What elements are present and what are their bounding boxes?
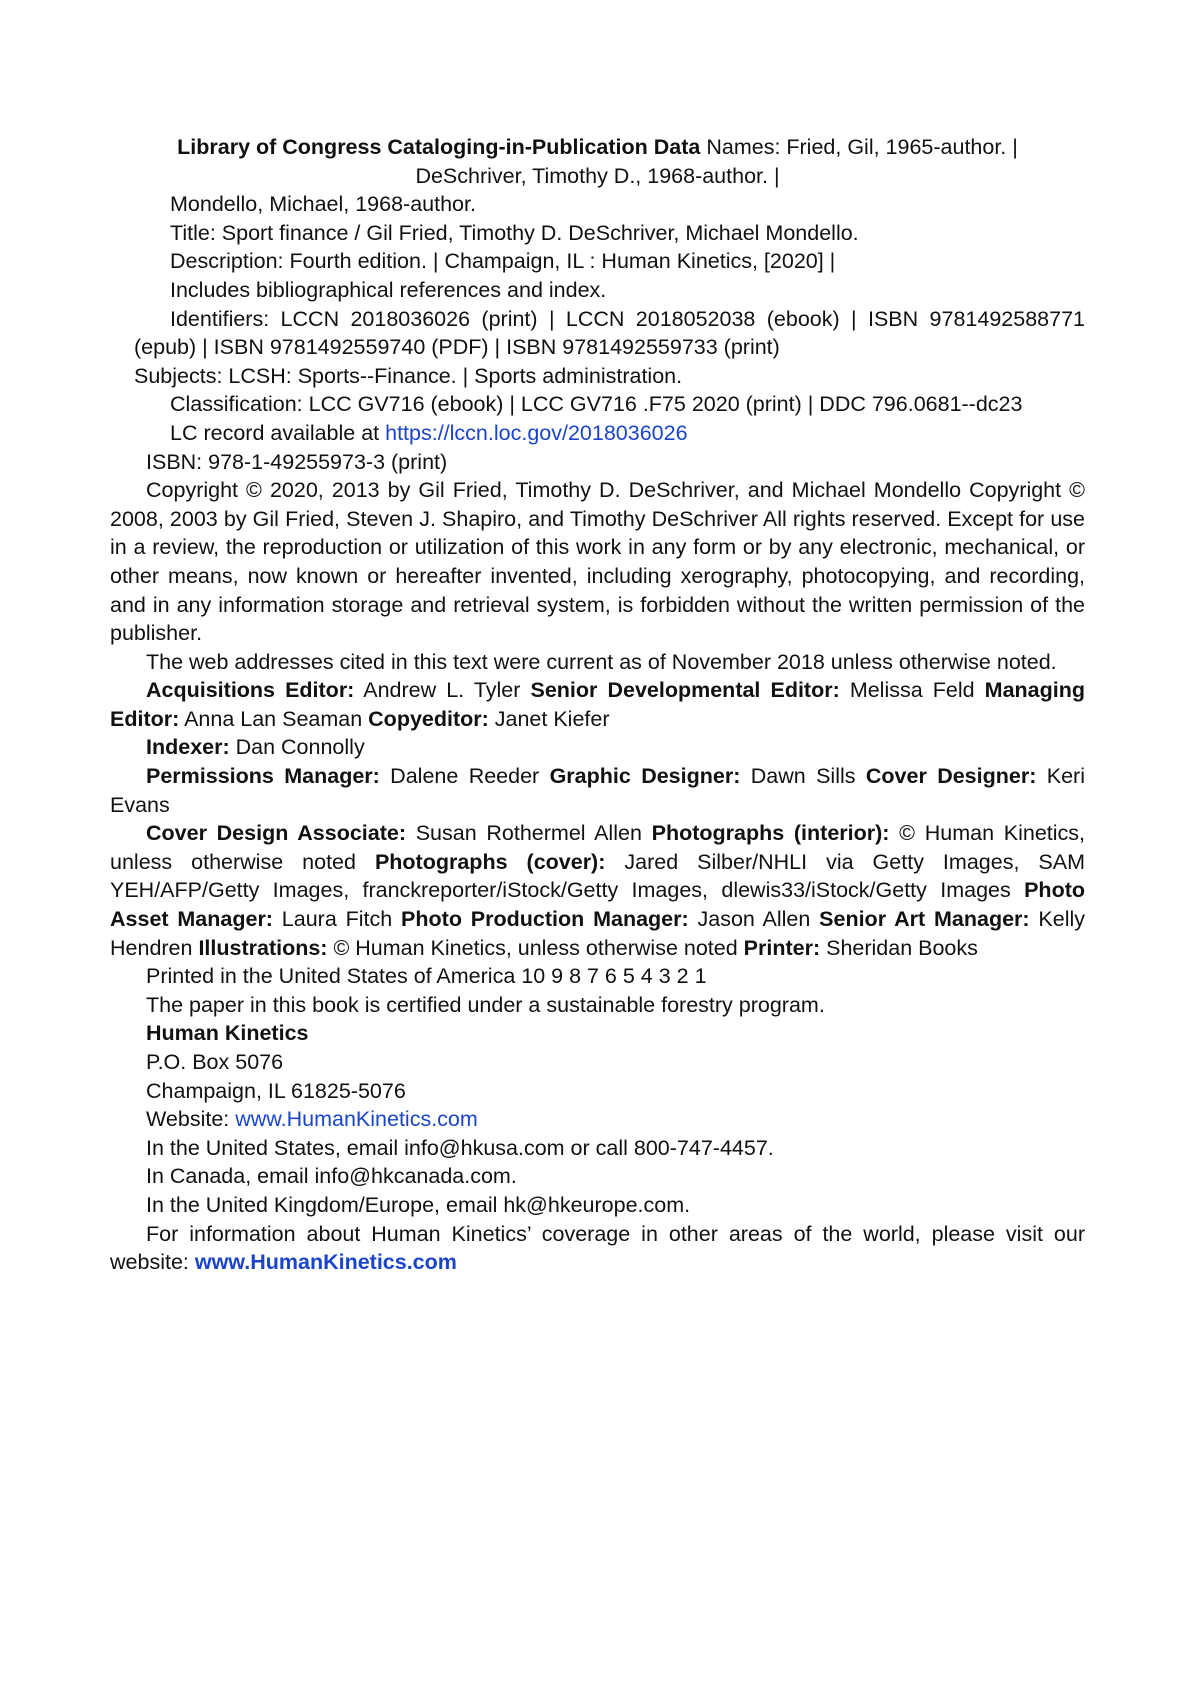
credits-photo [110,819,1085,962]
publisher-name [110,1019,1085,1048]
managing-editor: Anna Lan Seaman [179,706,369,731]
isbn: ISBN: 978-1-49255973-3 (print) [146,449,448,474]
graphic-designer-label: Graphic Designer: [549,764,741,789]
contact-uk: In the United Kingdom/Europe, email hk@hkeurope.com. [146,1192,691,1217]
credits-editors [110,676,1085,733]
website-link[interactable]: www.HumanKinetics.com [235,1107,478,1132]
permissions-manager-label: Permissions Manager: [146,764,380,789]
photo-asset-manager-label: Photo Asset Manager: [110,878,1085,932]
world-website-link[interactable]: www.HumanKinetics.com [194,1250,457,1275]
contact-us: In the United States, email info@hkusa.com or call 800-747-4457. [146,1135,774,1160]
lc-record-link[interactable]: https://lccn.loc.gov/2018036026 [385,420,688,445]
photographs-cover-label: Photographs (cover): [374,849,606,874]
photo-production-manager-label: Photo Production Manager: [401,907,689,932]
cip-heading: Library of Congress Cataloging-in-Publication Data [177,135,701,159]
contact-world [110,1220,1085,1277]
permissions-manager: Dalene Reeder [379,764,550,789]
cover-designer: Keri Evans [110,764,1085,817]
cip-names-1: Names: Fried, Gil, 1965-author. | [706,135,1018,159]
publisher-address-1: P.O. Box 5076 [146,1050,284,1074]
acquisitions-editor: Andrew L. Tyler [354,678,531,703]
indexer-label: Indexer: [146,735,230,760]
credits-design [110,762,1085,819]
acquisitions-editor-label: Acquisitions Editor: [146,678,355,703]
printer-label: Printer: [743,935,821,960]
printer: Sheridan Books [820,935,978,960]
senior-art-manager-label: Senior Art Manager: [819,907,1030,932]
web-address-note: The web addresses cited in this text were current as of November 2018 unless otherwise noted. [146,649,1057,674]
lc-record-prefix: LC record available at [170,420,386,445]
publisher-website [110,1105,1085,1134]
copyeditor: Janet Kiefer [488,706,610,731]
copyright-statement: Copyright © 2020, 2013 by Gil Fried, Timothy D. DeSchriver, and Michael Mondello Copyright © 2008, 2003 by Gil Fried, Steven J. Shapiro, and Timothy DeSchriver All rights reserved. Except for use in a review, the reproduction or utilization of this work in any form or by any electronic, mechanical, or other means, now known or hereafter invented, including xerography, photocopying, and recording, and in any information storage and retrieval system, is forbidden without the written permission of the publisher. [110,478,1085,646]
senior-art-manager: Kelly Hendren [110,907,1085,960]
photographs-cover: Jared Silber/NHLI via Getty Images, SAM YEH/AFP/Getty Images, franckreporter/iStock/Getty Images, dlewis33/iStock/Getty Images [110,849,1085,903]
cover-designer-label: Cover Designer: [865,764,1037,789]
cip-description-2: Includes bibliographical references and index. [170,277,607,302]
cover-design-associate: Susan Rothermel Allen [406,821,652,846]
cip-subjects: Subjects: LCSH: Sports--Finance. | Sports administration. [134,363,683,388]
cip-title: Title: Sport finance / Gil Fried, Timothy D. DeSchriver, Michael Mondello. [170,220,859,245]
illustrations: © Human Kinetics, unless otherwise noted [327,935,744,960]
copyeditor-label: Copyeditor: [368,706,489,731]
photographs-interior-label: Photographs (interior): [651,821,890,846]
managing-editor-label: Managing Editor: [110,678,1086,731]
indexer: Dan Connolly [229,735,365,760]
copyright-page [110,133,1085,1277]
publisher-address-2: Champaign, IL 61825-5076 [146,1078,406,1103]
photographs-interior: © Human Kinetics, unless otherwise noted [110,821,1085,874]
photo-asset-manager: Laura Fitch [272,907,402,932]
illustrations-label: Illustrations: [198,935,328,960]
cip-names-3: Mondello, Michael, 1968-author. [170,192,476,217]
contact-canada: In Canada, email info@hkcanada.com. [146,1164,517,1189]
paper-note: The paper in this book is certified under a sustainable forestry program. [146,992,825,1017]
credits-indexer [110,733,1085,762]
cip-names-2: DeSchriver, Timothy D., 1968-author. | [415,163,780,188]
cip-identifiers: Identifiers: LCCN 2018036026 (print) | LCCN 2018052038 (ebook) | ISBN 9781492588771 (epub) | ISBN 9781492559740 (PDF) | ISBN 9781492559733 (print) [134,306,1085,360]
printed-in: Printed in the United States of America 10 9 8 7 6 5 4 3 2 1 [146,964,707,989]
cover-design-associate-label: Cover Design Associate: [146,821,406,846]
cip-description-1: Description: Fourth edition. | Champaign, IL : Human Kinetics, [2020] | [170,249,836,274]
photo-production-manager: Jason Allen [688,907,820,932]
cip-classification: Classification: LCC GV716 (ebook) | LCC GV716 .F75 2020 (print) | DDC 796.0681--dc23 [170,392,1023,417]
senior-dev-editor: Melissa Feld [839,678,985,703]
world-text: For information about Human Kinetics’ coverage in other areas of the world, please visit our website: [110,1221,1085,1275]
cip-names [110,133,1085,190]
publisher-name-text: Human Kinetics [146,1021,309,1046]
senior-dev-editor-label: Senior Developmental Editor: [530,678,840,703]
website-label: Website: [146,1107,236,1132]
graphic-designer: Dawn Sills [740,764,866,789]
cip-lc-record [110,419,1085,448]
